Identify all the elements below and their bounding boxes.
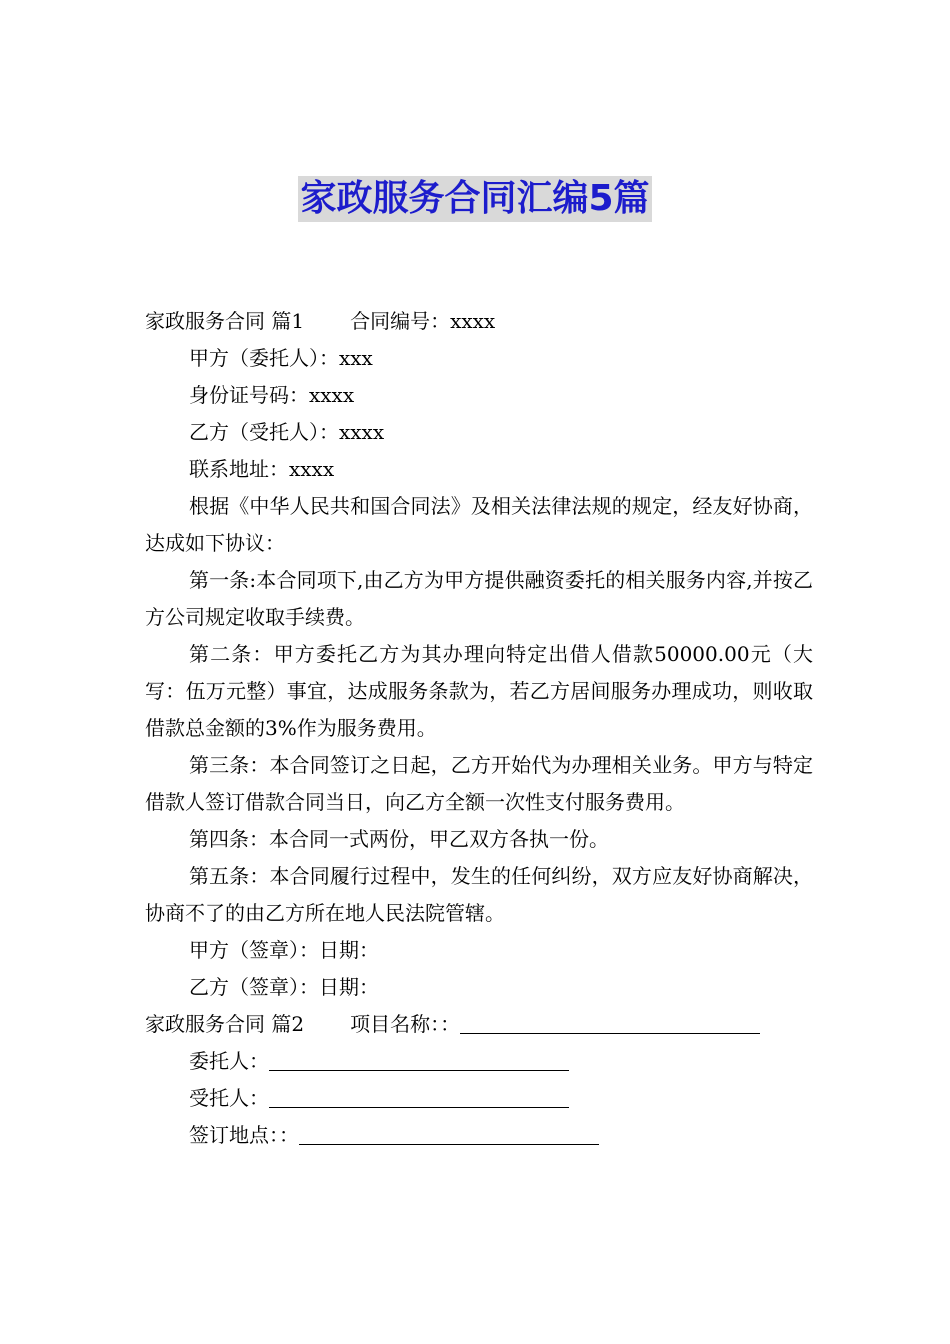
- trustee-blank: [269, 1081, 569, 1108]
- article-5: 第五条：本合同履行过程中，发生的任何纠纷，双方应友好协商解决，协商不了的由乙方所在地人民法院管辖。: [145, 864, 813, 925]
- signature-party-a: 甲方（签章）：日期：: [189, 938, 379, 962]
- party-a: 甲方（委托人）：xxx: [189, 346, 373, 370]
- signing-place-label: 签订地点：：: [189, 1123, 299, 1147]
- document-title: [0, 176, 950, 222]
- signing-place-line: [145, 1117, 813, 1154]
- party-b: 乙方（受托人）：xxxx: [189, 420, 385, 444]
- contract-number: 合同编号：xxxx: [350, 309, 496, 333]
- contract1-heading: 家政服务合同 篇1: [145, 309, 305, 333]
- signature-party-b: 乙方（签章）：日期：: [189, 975, 379, 999]
- client-line: [145, 1043, 813, 1080]
- contact-address: 联系地址：xxxx: [189, 457, 335, 481]
- trustee-line: [145, 1080, 813, 1117]
- signing-place-blank: [299, 1118, 599, 1145]
- contract2-heading: 家政服务合同 篇2: [145, 1012, 305, 1036]
- article-2: 第二条：甲方委托乙方为其办理向特定出借人借款50000.00元（大写：伍万元整）事宜，达成服务条款为，若乙方居间服务办理成功，则收取借款总金额的3%作为服务费用。: [145, 642, 813, 740]
- article-1: 第一条:本合同项下,由乙方为甲方提供融资委托的相关服务内容,并按乙方公司规定收取手续费。: [145, 568, 813, 629]
- contract1-heading-line: [145, 303, 813, 340]
- contract2-heading-line: [145, 1006, 813, 1043]
- project-name-label: 项目名称：：: [350, 1012, 461, 1036]
- document-body: [145, 303, 813, 1154]
- document-title-text: 家政服务合同汇编5篇: [298, 176, 651, 222]
- intro-paragraph: 根据《中华人民共和国合同法》及相关法律法规的规定，经友好协商，达成如下协议：: [145, 494, 813, 555]
- id-number: 身份证号码：xxxx: [189, 383, 355, 407]
- article-3: 第三条：本合同签订之日起，乙方开始代为办理相关业务。甲方与特定借款人签订借款合同当日，向乙方全额一次性支付服务费用。: [145, 753, 813, 814]
- trustee-label: 受托人：: [189, 1086, 269, 1110]
- project-name-blank: [460, 1007, 760, 1034]
- client-label: 委托人：: [189, 1049, 269, 1073]
- client-blank: [269, 1044, 569, 1071]
- article-4: 第四条：本合同一式两份，甲乙双方各执一份。: [189, 827, 609, 851]
